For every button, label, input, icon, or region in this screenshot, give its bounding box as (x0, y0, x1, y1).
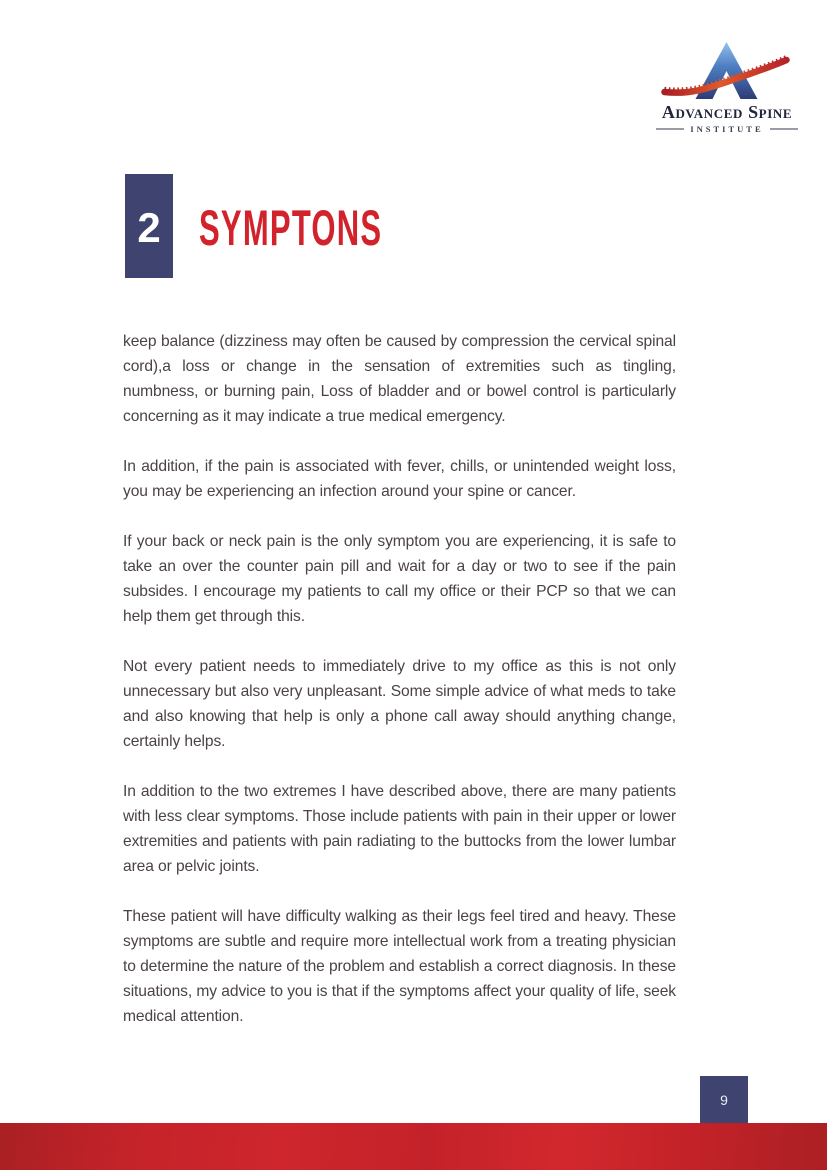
logo-a-spine-icon (652, 40, 802, 102)
chapter-number-box (125, 174, 173, 278)
paragraph-5: In addition to the two extremes I have described above, there are many patients with less clear symptoms. Those include patients with pain in their upper or lower extremities and patients with pain radiating to the buttocks from the lower lumbar area or pelvic joints. (123, 783, 676, 875)
paragraph-4: Not every patient needs to immediately drive to my office as this is not only unnecessary but also very unpleasant. Some simple advice of what meds to take and also knowing that help is only a phone call away should anything change, certainly helps. (123, 658, 676, 750)
logo-rule-left (656, 128, 684, 130)
logo-subtitle: INSTITUTE (690, 124, 764, 134)
logo-rule-right (770, 128, 798, 130)
chapter-number: 2 (137, 204, 161, 251)
body-text (123, 329, 676, 1054)
paragraph-1: keep balance (dizziness may often be caused by compression the cervical spinal cord),a loss or change in the sensation of extremities such as tingling, numbness, or burning pain, Loss of bladder and or bowel control is particularly concerning as it may indicate a true medical emergency. (123, 333, 676, 425)
paragraph-3: If your back or neck pain is the only symptom you are experiencing, it is safe to take an over the counter pain pill and wait for a day or two to see if the pain subsides. I encourage my patients to call my office or their PCP so that we can help them get through this. (123, 533, 676, 625)
chapter-title: SYMPTONS (199, 200, 383, 256)
advanced-spine-logo (652, 40, 802, 134)
paragraph-2: In addition, if the pain is associated with fever, chills, or unintended weight loss, you may be experiencing an infection around your spine or cancer. (123, 458, 676, 500)
paragraph-6: These patient will have difficulty walking as their legs feel tired and heavy. These symptoms are subtle and require more intellectual work from a treating physician to determine the nature of the problem and establish a correct diagnosis. In these situations, my advice to you is that if the symptoms affect your quality of life, seek medical attention. (123, 908, 676, 1025)
logo-subtitle-row (652, 124, 802, 134)
page-number: 9 (720, 1091, 728, 1108)
footer-red-bar (0, 1123, 827, 1170)
logo-title: Advanced Spine (661, 102, 793, 122)
page-number-box (700, 1076, 748, 1123)
